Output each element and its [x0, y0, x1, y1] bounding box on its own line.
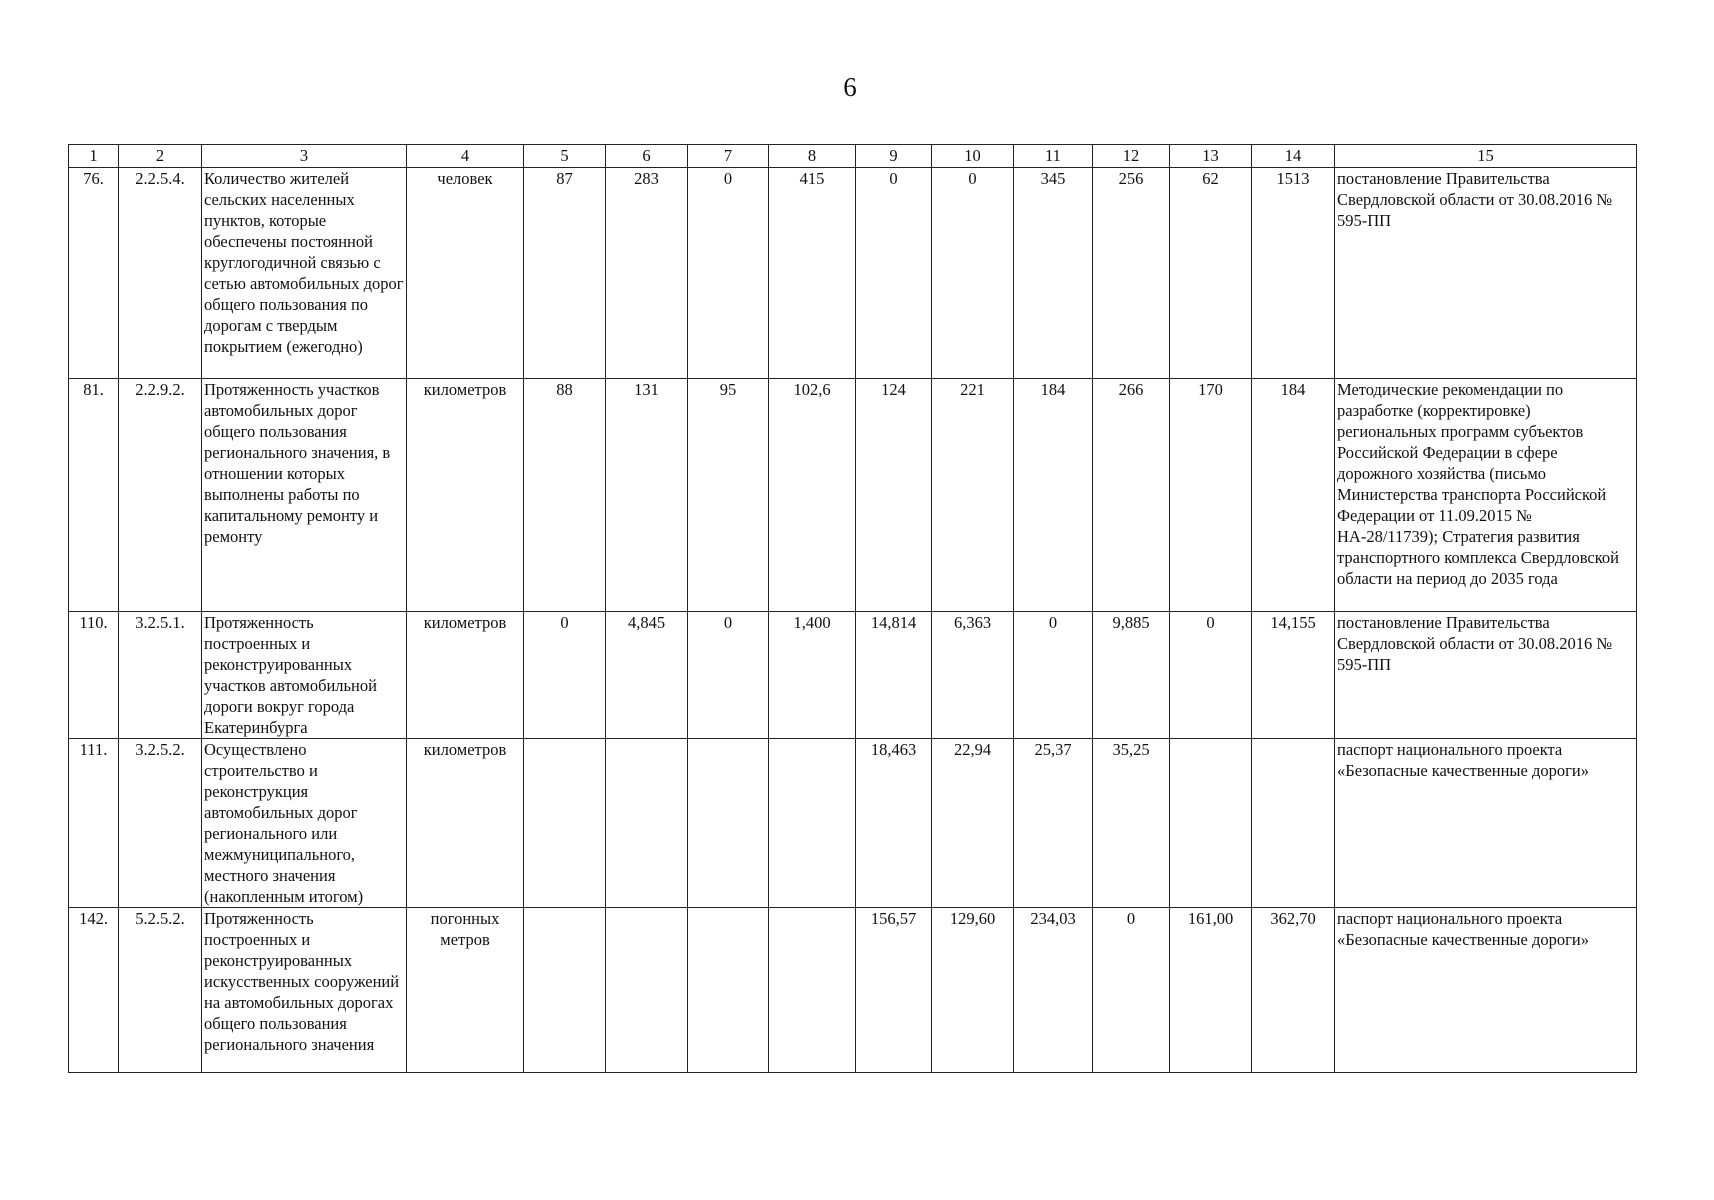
value-cell [688, 739, 769, 908]
indicator-code: 3.2.5.1. [119, 612, 202, 739]
table-row [69, 908, 1637, 1073]
value-cell [1170, 739, 1252, 908]
table-row [69, 379, 1637, 612]
value-cell [524, 739, 606, 908]
column-header: 5 [524, 145, 606, 168]
value-cell: 170 [1170, 379, 1252, 612]
value-cell: 184 [1014, 379, 1093, 612]
column-header: 7 [688, 145, 769, 168]
value-cell: 184 [1252, 379, 1335, 612]
column-header: 11 [1014, 145, 1093, 168]
value-cell [1252, 739, 1335, 908]
table-row [69, 739, 1637, 908]
unit-cell: километров [407, 379, 524, 612]
row-number: 142. [69, 908, 119, 1073]
table-row [69, 612, 1637, 739]
value-cell: 345 [1014, 168, 1093, 379]
column-header: 14 [1252, 145, 1335, 168]
value-cell: 0 [1170, 612, 1252, 739]
source-document: постановление Правительства Свердловской области от 30.08.2016 № 595-ПП [1335, 612, 1637, 739]
value-cell [688, 908, 769, 1073]
value-cell: 18,463 [856, 739, 932, 908]
indicator-name: Протяженность построенных и реконструированных участков автомобильной дороги вокруг города Екатеринбурга [202, 612, 407, 739]
value-cell [606, 739, 688, 908]
indicator-code: 2.2.9.2. [119, 379, 202, 612]
value-cell: 14,814 [856, 612, 932, 739]
row-number: 76. [69, 168, 119, 379]
column-header: 3 [202, 145, 407, 168]
value-cell: 0 [1093, 908, 1170, 1073]
header-row [69, 145, 1637, 168]
column-header: 1 [69, 145, 119, 168]
column-header: 4 [407, 145, 524, 168]
value-cell: 4,845 [606, 612, 688, 739]
row-number: 110. [69, 612, 119, 739]
value-cell: 0 [1014, 612, 1093, 739]
indicator-code: 3.2.5.2. [119, 739, 202, 908]
column-header: 9 [856, 145, 932, 168]
row-number: 81. [69, 379, 119, 612]
value-cell: 0 [932, 168, 1014, 379]
value-cell [524, 908, 606, 1073]
value-cell: 124 [856, 379, 932, 612]
page-number: 6 [843, 72, 857, 102]
value-cell: 88 [524, 379, 606, 612]
value-cell: 9,885 [1093, 612, 1170, 739]
value-cell: 131 [606, 379, 688, 612]
column-header: 2 [119, 145, 202, 168]
indicator-name: Осуществлено строительство и реконструкция автомобильных дорог регионального или межмуниципального, местного значения (накопленным итогом) [202, 739, 407, 908]
value-cell [606, 908, 688, 1073]
column-header: 10 [932, 145, 1014, 168]
column-header: 13 [1170, 145, 1252, 168]
value-cell: 95 [688, 379, 769, 612]
value-cell: 256 [1093, 168, 1170, 379]
value-cell: 161,00 [1170, 908, 1252, 1073]
value-cell: 362,70 [1252, 908, 1335, 1073]
value-cell [769, 739, 856, 908]
column-header: 15 [1335, 145, 1637, 168]
indicator-code: 5.2.5.2. [119, 908, 202, 1073]
table-row [69, 168, 1637, 379]
value-cell: 0 [524, 612, 606, 739]
value-cell: 415 [769, 168, 856, 379]
value-cell: 35,25 [1093, 739, 1170, 908]
value-cell: 25,37 [1014, 739, 1093, 908]
value-cell: 221 [932, 379, 1014, 612]
unit-cell: километров [407, 739, 524, 908]
value-cell: 0 [688, 168, 769, 379]
value-cell: 62 [1170, 168, 1252, 379]
value-cell: 0 [688, 612, 769, 739]
indicators-table [68, 144, 1637, 1073]
column-header: 6 [606, 145, 688, 168]
value-cell: 22,94 [932, 739, 1014, 908]
indicator-name: Протяженность построенных и реконструированных искусственных сооружений на автомобильных дорогах общего пользования регионального значения [202, 908, 407, 1073]
value-cell: 129,60 [932, 908, 1014, 1073]
value-cell: 87 [524, 168, 606, 379]
indicator-name: Протяженность участков автомобильных дорог общего пользования регионального значения, в отношении которых выполнены работы по капитальному ремонту и ремонту [202, 379, 407, 612]
source-document: постановление Правительства Свердловской области от 30.08.2016 № 595-ПП [1335, 168, 1637, 379]
value-cell: 102,6 [769, 379, 856, 612]
value-cell: 283 [606, 168, 688, 379]
value-cell: 1,400 [769, 612, 856, 739]
row-number: 111. [69, 739, 119, 908]
unit-cell: километров [407, 612, 524, 739]
value-cell: 6,363 [932, 612, 1014, 739]
value-cell: 0 [856, 168, 932, 379]
value-cell: 1513 [1252, 168, 1335, 379]
source-document: паспорт национального проекта «Безопасные качественные дороги» [1335, 908, 1637, 1073]
value-cell: 266 [1093, 379, 1170, 612]
value-cell: 234,03 [1014, 908, 1093, 1073]
value-cell: 156,57 [856, 908, 932, 1073]
source-document: паспорт национального проекта «Безопасные качественные дороги» [1335, 739, 1637, 908]
column-header: 12 [1093, 145, 1170, 168]
column-header: 8 [769, 145, 856, 168]
indicator-name: Количество жителей сельских населенных пунктов, которые обеспечены постоянной круглогодичной связью с сетью автомобильных дорог общего пользования по дорогам с твердым покрытием (ежегодно) [202, 168, 407, 379]
value-cell [769, 908, 856, 1073]
indicator-code: 2.2.5.4. [119, 168, 202, 379]
source-document: Методические рекомендации по разработке (корректировке) региональных программ субъектов Российской Федерации в сфере дорожного хозяйства (письмо Министерства транспорта Российской Федерации от 11.09.2015 № НА-28/11739); Стратегия развития транспортного комплекса Свердловской области на период до 2035 года [1335, 379, 1637, 612]
unit-cell: человек [407, 168, 524, 379]
value-cell: 14,155 [1252, 612, 1335, 739]
unit-cell: погонных метров [407, 908, 524, 1073]
